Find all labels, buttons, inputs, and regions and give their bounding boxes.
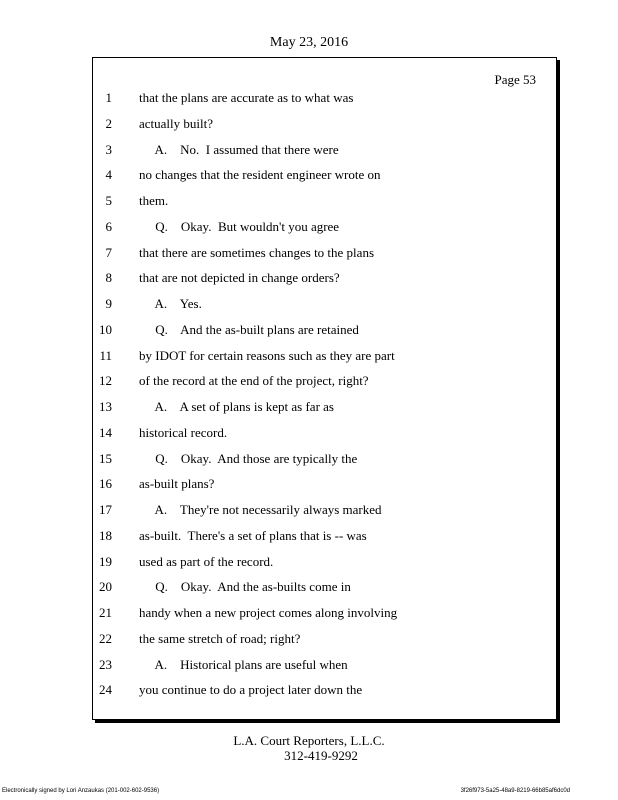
transcript-line (0, 296, 618, 322)
transcript-line (0, 193, 618, 219)
transcript-line (0, 270, 618, 296)
line-number: 18 (99, 527, 112, 543)
transcript-line (0, 167, 618, 193)
electronic-signature: Electronically signed by Lori Anzaukas (201-002-602-9536) (2, 788, 160, 794)
line-number: 8 (105, 270, 112, 286)
line-number: 4 (105, 167, 112, 183)
line-text: A. They're not necessarily always marked (139, 502, 382, 517)
transcript-line (0, 631, 618, 657)
transcript-date: May 23, 2016 (269, 35, 349, 50)
transcript-line (0, 219, 618, 245)
line-text: as-built. There's a set of plans that is -- was (139, 527, 367, 543)
transcript-line (0, 90, 618, 116)
transcript-line (0, 116, 618, 142)
transcript-line (0, 657, 618, 683)
line-number: 17 (99, 502, 112, 517)
transcript-line (0, 528, 618, 554)
line-text: Q. And the as-built plans are retained (139, 321, 359, 337)
line-text: actually built? (139, 115, 214, 131)
line-number: 14 (99, 424, 112, 440)
footer (0, 733, 618, 763)
line-number: 10 (99, 321, 112, 337)
line-text: that there are sometimes changes to the plans (139, 244, 375, 260)
line-number: 2 (105, 115, 112, 131)
line-number: 24 (99, 682, 112, 698)
transcript-line (0, 502, 618, 528)
line-number: 15 (99, 450, 112, 466)
line-number: 23 (99, 656, 112, 672)
line-number: 6 (105, 218, 112, 234)
transcript-line (0, 245, 618, 271)
transcript-line (0, 322, 618, 348)
line-number: 11 (99, 347, 112, 363)
line-number: 7 (105, 244, 112, 260)
transcript-line (0, 554, 618, 580)
transcript-line (0, 476, 618, 502)
line-number: 9 (105, 296, 112, 311)
line-text: used as part of the record. (139, 553, 274, 569)
line-text: that are not depicted in change orders? (139, 270, 340, 286)
transcript-line (0, 399, 618, 425)
transcript-line (0, 348, 618, 374)
transcript-line (0, 579, 618, 605)
transcript-line (0, 373, 618, 399)
line-text: of the record at the end of the project, right? (139, 373, 369, 389)
line-number: 13 (99, 399, 112, 414)
line-number: 12 (99, 373, 112, 389)
line-text: them. (139, 193, 169, 208)
transcript-line (0, 605, 618, 631)
reporter-phone: 312-419-9292 (284, 748, 358, 763)
line-text: A. No. I assumed that there were (139, 141, 339, 157)
line-number: 21 (99, 605, 112, 620)
line-text: handy when a new project comes along involving (139, 605, 398, 620)
line-number: 3 (105, 141, 112, 157)
line-text: Q. Okay. And the as-builts come in (139, 579, 351, 595)
line-text: Q. Okay. But wouldn't you agree (139, 218, 340, 234)
line-text: by IDOT for certain reasons such as they are part (139, 347, 395, 363)
transcript-line (0, 682, 618, 708)
page-number: Page 53 (494, 72, 536, 87)
transcript-line (0, 451, 618, 477)
line-number: 1 (105, 90, 112, 105)
line-text: A. Historical plans are useful when (139, 656, 348, 672)
line-number: 16 (99, 476, 112, 492)
line-text: historical record. (139, 424, 228, 440)
document-hash: 3f26f973-5a25-48a9-8219-66b85af6dc0d (460, 788, 570, 794)
line-text: as-built plans? (139, 476, 215, 492)
line-text: A. A set of plans is kept as far as (139, 399, 334, 414)
line-number: 5 (105, 193, 112, 208)
line-text: the same stretch of road; right? (139, 630, 301, 646)
line-number: 20 (99, 579, 112, 595)
line-text: no changes that the resident engineer wrote on (139, 167, 381, 183)
transcript-line (0, 142, 618, 168)
line-number: 22 (99, 630, 112, 646)
line-text: that the plans are accurate as to what was (139, 90, 354, 105)
line-text: you continue to do a project later down the (139, 682, 363, 698)
line-text: Q. Okay. And those are typically the (139, 450, 358, 466)
transcript-line (0, 425, 618, 451)
line-number: 19 (99, 553, 112, 569)
line-text: A. Yes. (139, 296, 202, 311)
reporter-company: L.A. Court Reporters, L.L.C. (233, 733, 385, 748)
